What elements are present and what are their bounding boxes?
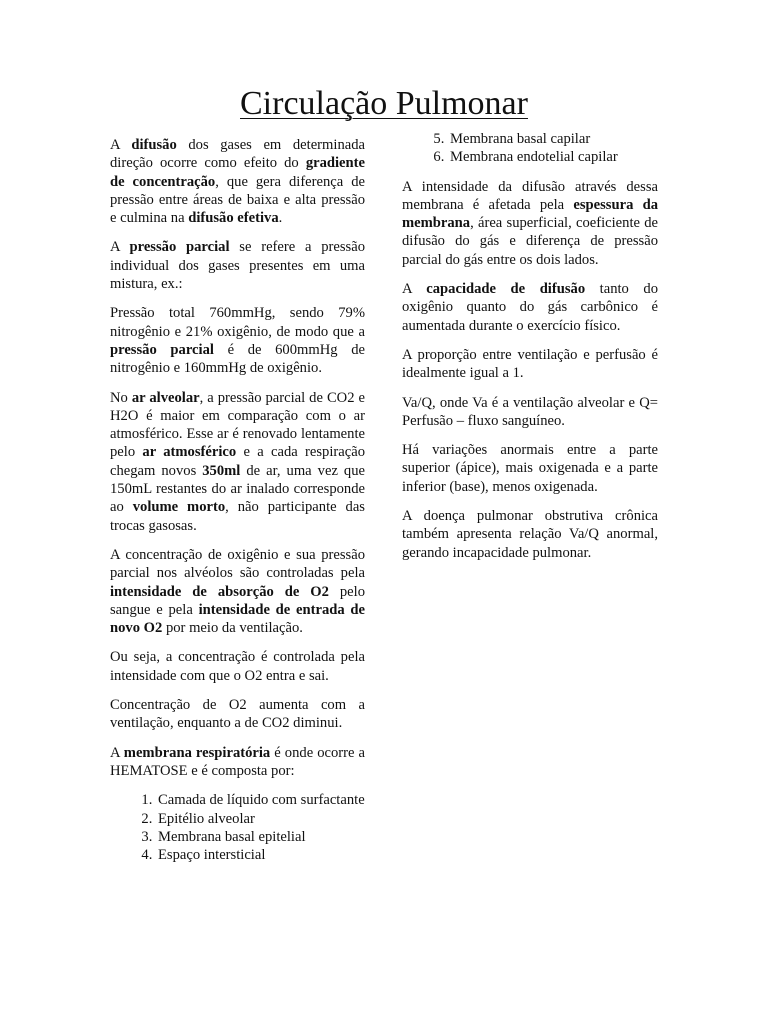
bold-term: capacidade de difusão	[426, 281, 586, 298]
text-run: A	[402, 281, 427, 298]
paragraph-difusao	[110, 136, 365, 227]
bold-term: difusão efetiva	[188, 210, 279, 227]
list-item: 3. Membrana basal epitelial	[156, 828, 365, 846]
list-item: 2. Epitélio alveolar	[156, 810, 365, 828]
paragraph-dpoc: A doença pulmonar obstrutiva crônica também apresenta relação Va/Q anormal, gerando incapacidade pulmonar.	[402, 508, 658, 561]
bold-term: pressão parcial	[129, 239, 230, 256]
paragraph-concentracao-o2: Concentração de O2 aumenta com a ventilação, enquanto a de CO2 diminui.	[110, 697, 365, 732]
bold-term: volume morto	[132, 499, 226, 516]
text-run: tanto do oxigênio quanto do gás carbônico é aumentada durante o exercício físico.	[402, 281, 658, 334]
bold-term: ar alveolar	[131, 389, 200, 406]
text-run: por meio da ventilação.	[162, 620, 303, 637]
text-run: A	[110, 137, 132, 153]
paragraph-proporcao: A proporção entre ventilação e perfusão é idealmente igual a 1.	[402, 346, 658, 382]
paragraph-pressao-parcial	[110, 238, 365, 293]
page-title: Circulação Pulmonar	[240, 85, 528, 122]
list-item: 1. Camada de líquido com surfactante	[156, 791, 365, 809]
bold-term: intensidade de entrada de novo O2	[110, 601, 365, 637]
text-run: , não participante das trocas gasosas.	[110, 499, 365, 534]
list-item: 6. Membrana endotelial capilar	[448, 148, 658, 166]
bold-term: membrana respiratória	[123, 744, 271, 761]
text-run: No	[110, 389, 132, 406]
bold-term: gradiente de concentração	[110, 155, 365, 190]
paragraph-concentracao-oxigenio	[110, 546, 365, 637]
text-run: , que gera diferença de pressão entre áreas de baixa e alta pressão e culmina na	[110, 173, 365, 227]
paragraph-ar-alveolar	[110, 389, 365, 535]
bold-term: espessura da membrana	[402, 196, 659, 232]
paragraph-intensidade-difusao	[402, 178, 658, 269]
bold-term: ar atmosférico	[142, 444, 237, 461]
text-run: se refere a pressão individual dos gases presentes em uma mistura, ex.:	[110, 239, 365, 293]
paragraph-variacoes: Há variações anormais entre a parte superior (ápice), mais oxigenada e a parte inferior (base), menos oxigenada.	[402, 442, 658, 495]
text-run: de ar, uma vez que 150mL restantes do ar inalado corresponde ao	[110, 462, 365, 516]
text-run: dos gases em determinada direção ocorre como efeito do	[110, 137, 365, 172]
membrane-layers-list-continued	[402, 130, 658, 167]
paragraph-capacidade-difusao	[402, 280, 658, 335]
text-run: A	[110, 239, 130, 256]
paragraph-pressao-total	[110, 304, 365, 377]
paragraph-ou-seja: Ou seja, a concentração é controlada pela intensidade com que o O2 entra e sai.	[110, 649, 365, 684]
list-item: 4. Espaço intersticial	[156, 846, 365, 864]
bold-term: 350ml	[202, 462, 241, 479]
bold-term: pressão parcial	[110, 341, 214, 358]
text-run: pelo sangue e pela	[110, 583, 365, 618]
bold-term: difusão	[131, 137, 177, 153]
paragraph-membrana-respiratoria	[110, 744, 365, 781]
paragraph-va-q: Va/Q, onde Va é a ventilação alveolar e Q= Perfusão – fluxo sanguíneo.	[402, 394, 658, 429]
text-run: e a cada respiração chegam novos	[110, 444, 365, 479]
text-run: é de 600mmHg de nitrogênio e 160mmHg de oxigênio.	[110, 341, 365, 377]
left-column	[110, 136, 365, 875]
text-run: é onde ocorre a HEMATOSE e é composta por:	[110, 744, 366, 779]
text-run: Pressão total 760mmHg, sendo 79% nitrogênio e 21% oxigênio, de modo que a	[110, 305, 365, 340]
text-run: A	[110, 744, 124, 761]
list-item: 5. Membrana basal capilar	[448, 130, 658, 148]
right-column	[402, 130, 658, 573]
bold-term: intensidade de absorção de O2	[110, 583, 329, 600]
text-run: .	[278, 210, 283, 227]
membrane-layers-list	[110, 791, 365, 864]
text-run: , área superficial, coeficiente de difusão do gás e diferença de pressão parcial do gás entre os dois lados.	[402, 215, 658, 268]
text-run: A intensidade da difusão através dessa membrana é afetada pela	[402, 178, 658, 213]
text-run: A concentração de oxigênio e sua pressão parcial nos alvéolos são controladas pela	[110, 546, 365, 582]
text-run: , a pressão parcial de CO2 e H2O é maior em comparação com o ar atmosférico. Esse ar é renovado lentamente pelo	[110, 389, 365, 461]
